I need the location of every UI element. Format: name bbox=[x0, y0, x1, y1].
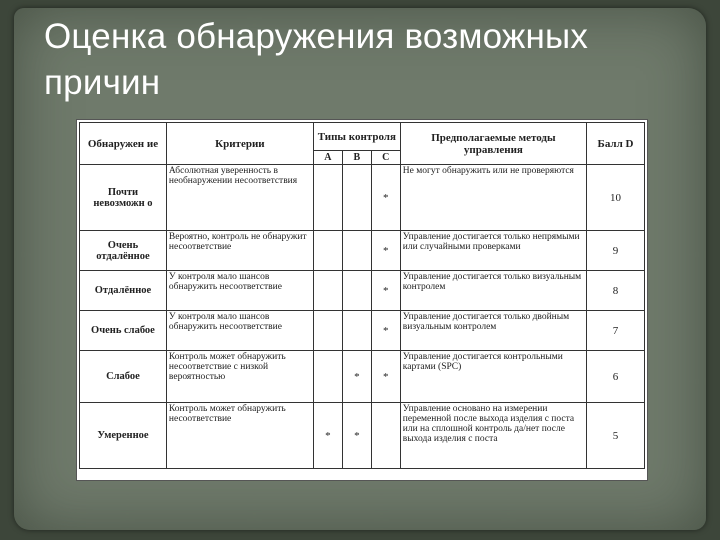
row-criteria: Вероятно, контроль не обнаружит несоответствие bbox=[166, 231, 313, 271]
row-level: Очень слабое bbox=[80, 311, 167, 351]
row-criteria: У контроля мало шансов обнаружить несоответствие bbox=[166, 271, 313, 311]
header-detection: Обнаружен ие bbox=[80, 123, 167, 165]
row-mark-a bbox=[313, 311, 342, 351]
row-mark-b bbox=[342, 311, 371, 351]
header-control-types: Типы контроля bbox=[313, 123, 400, 151]
row-criteria: Контроль может обнаружить несоответствие с низкой вероятностью bbox=[166, 351, 313, 403]
row-mark-c: * bbox=[371, 351, 400, 403]
row-level: Отдалённое bbox=[80, 271, 167, 311]
table-row bbox=[80, 165, 645, 231]
row-mark-b bbox=[342, 271, 371, 311]
row-mark-c bbox=[371, 403, 400, 469]
detection-table-image bbox=[76, 119, 648, 481]
row-methods: Управление достигается только непрямыми или случайными проверками bbox=[400, 231, 586, 271]
row-score: 8 bbox=[587, 271, 645, 311]
table-row bbox=[80, 351, 645, 403]
row-mark-c: * bbox=[371, 165, 400, 231]
row-level: Слабое bbox=[80, 351, 167, 403]
row-mark-b bbox=[342, 231, 371, 271]
table-row bbox=[80, 271, 645, 311]
detection-table bbox=[79, 122, 645, 469]
row-methods: Управление основано на измерении переменной после выхода изделия с поста или на сплошной контроль да/нет после выхода изделия с поста bbox=[400, 403, 586, 469]
row-criteria: Абсолютная уверенность в необнаружении несоответствия bbox=[166, 165, 313, 231]
header-score: Балл D bbox=[587, 123, 645, 165]
header-control-c: С bbox=[371, 151, 400, 165]
row-mark-a bbox=[313, 351, 342, 403]
table-row bbox=[80, 311, 645, 351]
header-control-a: А bbox=[313, 151, 342, 165]
row-score: 7 bbox=[587, 311, 645, 351]
row-score: 6 bbox=[587, 351, 645, 403]
header-methods: Предполагаемые методы управления bbox=[400, 123, 586, 165]
row-methods: Не могут обнаружить или не проверяются bbox=[400, 165, 586, 231]
row-score: 9 bbox=[587, 231, 645, 271]
row-mark-c: * bbox=[371, 311, 400, 351]
row-mark-a: * bbox=[313, 403, 342, 469]
row-criteria: Контроль может обнаружить несоответствие bbox=[166, 403, 313, 469]
row-level: Очень отдалённое bbox=[80, 231, 167, 271]
header-control-b: В bbox=[342, 151, 371, 165]
row-methods: Управление достигается только двойным визуальным контролем bbox=[400, 311, 586, 351]
row-mark-a bbox=[313, 271, 342, 311]
row-mark-b: * bbox=[342, 403, 371, 469]
row-score: 10 bbox=[587, 165, 645, 231]
row-level: Почти невозможн о bbox=[80, 165, 167, 231]
row-mark-c: * bbox=[371, 231, 400, 271]
row-mark-c: * bbox=[371, 271, 400, 311]
slide-title: Оценка обнаружения возможных причин bbox=[44, 17, 589, 102]
row-criteria: У контроля мало шансов обнаружить несоответствие bbox=[166, 311, 313, 351]
row-mark-b: * bbox=[342, 351, 371, 403]
row-score: 5 bbox=[587, 403, 645, 469]
row-mark-b bbox=[342, 165, 371, 231]
row-methods: Управление достигается только визуальным контролем bbox=[400, 271, 586, 311]
row-mark-a bbox=[313, 165, 342, 231]
row-mark-a bbox=[313, 231, 342, 271]
table-row bbox=[80, 403, 645, 469]
table-row bbox=[80, 231, 645, 271]
row-level: Умеренное bbox=[80, 403, 167, 469]
header-criteria: Критерии bbox=[166, 123, 313, 165]
row-methods: Управление достигается контрольными картами (SPC) bbox=[400, 351, 586, 403]
